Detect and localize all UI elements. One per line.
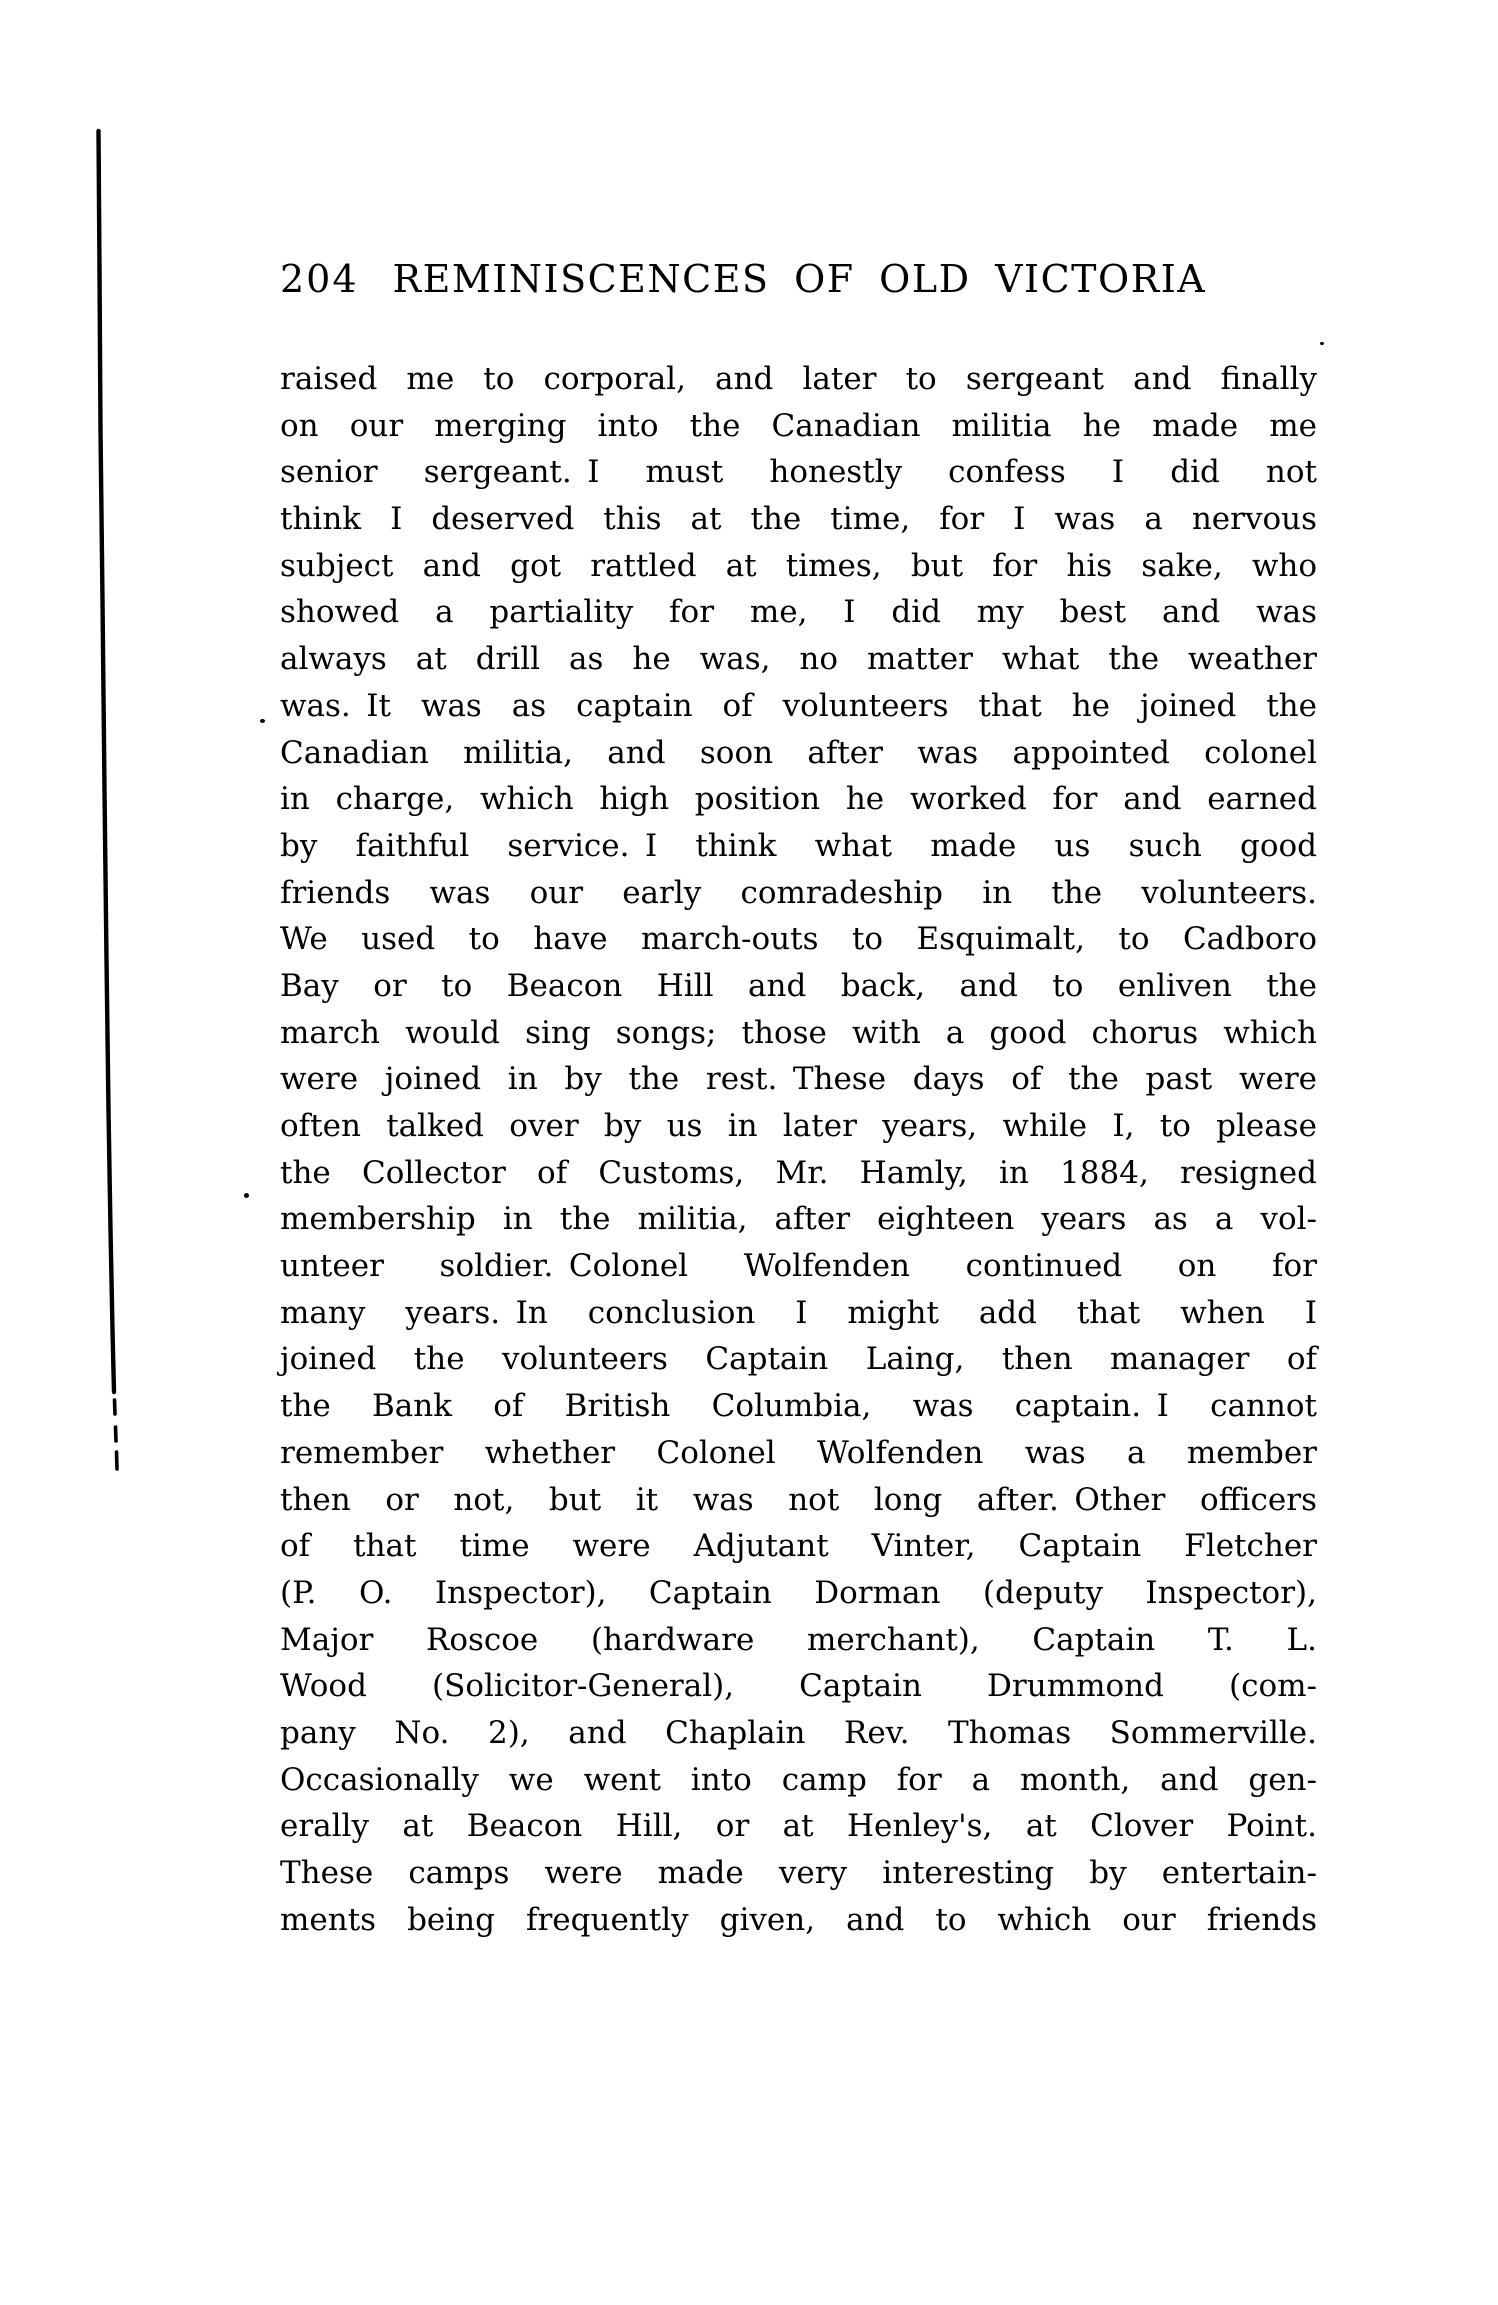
body-line: pany No. 2), and Chaplain Rev. Thomas Sommerville.	[280, 1714, 1317, 1751]
body-line: erally at Beacon Hill, or at Henley's, at Clover Point.	[280, 1808, 1317, 1845]
page-body	[280, 356, 1317, 1943]
scan-speck	[244, 1193, 249, 1198]
body-line: showed a partiality for me, I did my best and was	[280, 594, 1317, 631]
body-line: always at drill as he was, no matter what the weather	[280, 641, 1317, 678]
body-line: senior sergeant. I must honestly confess I did not	[280, 454, 1317, 491]
body-line: Canadian militia, and soon after was appointed colonel	[280, 734, 1317, 771]
scan-speck	[1320, 342, 1324, 345]
body-line: membership in the militia, after eighteen years as a vol-	[280, 1201, 1317, 1238]
body-line: Wood (Solicitor-General), Captain Drummond (com-	[280, 1668, 1317, 1705]
body-line: the Bank of British Columbia, was captain. I cannot	[280, 1388, 1317, 1425]
body-line: then or not, but it was not long after. Other officers	[280, 1481, 1317, 1518]
body-line: were joined in by the rest. These days of the past were	[280, 1061, 1317, 1098]
body-line: march would sing songs; those with a good chorus which	[280, 1014, 1317, 1051]
page-header	[280, 256, 1317, 302]
body-line: of that time were Adjutant Vinter, Captain Fletcher	[280, 1528, 1317, 1565]
body-line: remember whether Colonel Wolfenden was a member	[280, 1434, 1317, 1471]
page-title: REMINISCENCES OF OLD VICTORIA	[392, 257, 1207, 301]
page-number: 204	[280, 257, 359, 301]
body-line: often talked over by us in later years, while I, to please	[280, 1108, 1317, 1144]
body-line: friends was our early comradeship in the volunteers.	[280, 874, 1317, 911]
scan-speck	[260, 719, 265, 723]
body-line: by faithful service. I think what made us such good	[280, 827, 1317, 864]
body-line: Bay or to Beacon Hill and back, and to enliven the	[280, 967, 1317, 1004]
body-line: subject and got rattled at times, but for his sake, who	[280, 547, 1317, 584]
body-line: many years. In conclusion I might add that when I	[280, 1294, 1317, 1331]
body-line: joined the volunteers Captain Laing, then manager of	[280, 1341, 1317, 1378]
body-line: Occasionally we went into camp for a month, and gen-	[280, 1761, 1317, 1798]
body-line: Major Roscoe (hardware merchant), Captain T. L.	[280, 1621, 1317, 1658]
body-line: We used to have march-outs to Esquimalt, to Cadboro	[280, 921, 1317, 958]
body-line: was. It was as captain of volunteers that he joined the	[280, 687, 1317, 724]
body-line: unteer soldier. Colonel Wolfenden continued on for	[280, 1248, 1317, 1285]
body-line: on our merging into the Canadian militia he made me	[280, 407, 1317, 444]
body-line: These camps were made very interesting by entertain-	[280, 1855, 1317, 1891]
body-line: the Collector of Customs, Mr. Hamly, in 1884, resigned	[280, 1154, 1317, 1191]
body-line: raised me to corporal, and later to sergeant and finally	[280, 361, 1317, 397]
body-line: think I deserved this at the time, for I was a nervous	[280, 501, 1317, 538]
body-line: (P. O. Inspector), Captain Dorman (deputy Inspector),	[280, 1574, 1317, 1611]
body-line: ments being frequently given, and to which our friends	[280, 1901, 1317, 1938]
body-line: in charge, which high position he worked for and earned	[280, 781, 1317, 818]
